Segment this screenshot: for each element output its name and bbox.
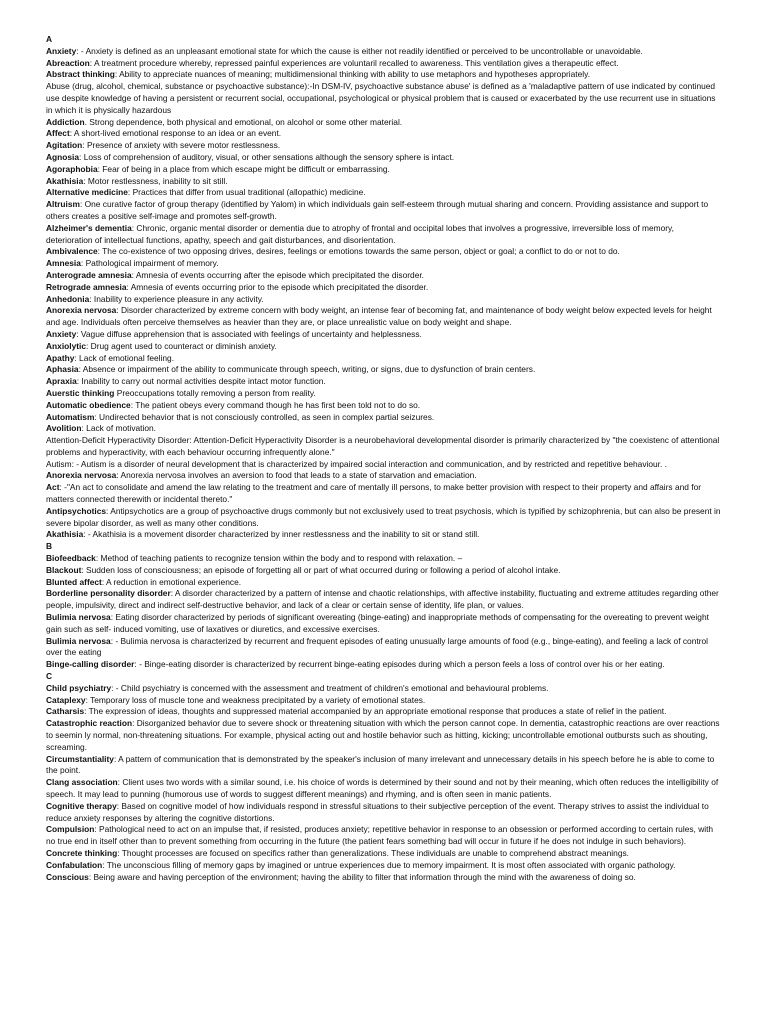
glossary-entry [46,270,722,282]
glossary-definition: : Disorder characterized by extreme concern with body weight, an intense fear of becoming fat, and maintenance of body weight below expected levels for height and age. Individuals often perceive themselves as heavier than they are, or place unrealistic value on body weight and shape. [46,305,712,328]
glossary-term: Avolition [46,423,82,434]
glossary-term: Catharsis [46,706,85,717]
glossary-term: Apathy [46,352,75,363]
glossary-definition: : Method of teaching patients to recognize tension within the body and to respond with relaxation. – [95,553,463,564]
glossary-term: Alternative medicine [46,187,128,198]
glossary-term: Abstract thinking [46,69,115,80]
glossary-definition: : A disorder characterized by a pattern of intense and chaotic relationships, with affective instability, fluctuating and extreme attitudes regarding other people, impulsivity, direct and indirect self-destructive behavior, and lack of a clear or certain sense of identity, life plan, or values. [46,588,719,611]
glossary-entry [46,376,722,388]
glossary-term: Addiction [46,116,85,127]
glossary-definition: Autism: - Autism is a disorder of neural development that is characterized by impaired social interaction and communication, and by restricted and repetitive behaviour. . [46,458,667,469]
glossary-entry [46,801,722,825]
glossary-term: Automatism [46,411,95,422]
glossary-term: Clang association [46,777,118,788]
glossary-term: Agoraphobia [46,163,98,174]
glossary-entry [46,588,722,612]
glossary-entry [46,294,722,306]
glossary-definition: Abuse (drug, alcohol, chemical, substance or psychoactive substance):-In DSM-IV, psychoactive substance abuse' is defined as a 'maladaptive pattern of use indicated by continued use despite knowledge of having a persistent or recurrent social, occupational, psychological or physical problem that is caused or exacerbated by the use recurrent use in situations in which it is physically hazardous [46,81,716,115]
glossary-entry [46,482,722,506]
glossary-entry [46,258,722,270]
glossary-term: Abreaction [46,57,90,68]
glossary-definition: : Client uses two words with a similar sound, i.e. his choice of words is determined by their sound and not by their meaning, which often reduces the intelligibility of speech. It may lead to punning (humorous use of words to suggest different meanings) and rhyming, and is often seen in manic patients. [46,777,719,799]
glossary-entry [46,329,722,341]
glossary-term: Anorexia nervosa [46,470,117,481]
glossary-definition: : - Child psychiatry is concerned with the assessment and treatment of children's emotional and behavioural problems. [111,682,549,693]
glossary-term: Concrete thinking [46,847,118,858]
glossary-entry [46,777,722,801]
glossary-entry [46,683,722,695]
glossary-term: Anorexia nervosa [46,305,117,316]
glossary-entry [46,388,722,400]
glossary-definition: : - Akathisia is a movement disorder characterized by inner restlessness and the inability to sit or stand still. [83,529,480,540]
glossary-entry [46,612,722,636]
glossary-entry [46,223,722,247]
glossary-definition: : Temporary loss of muscle tone and weakness precipitated by a variety of emotional states. [85,694,426,705]
glossary-definition: : -"An act to consolidate and amend the law relating to the treatment and care of mentally ill persons, to make better provision with respect to their property and affairs and for matters connected therewith or incidental thereto." [46,482,702,505]
glossary-entry [46,659,722,671]
glossary-term: Automatic obedience [46,399,131,410]
glossary-term: Altruism [46,199,80,210]
glossary-definition: : A reduction in emotional experience. [101,576,242,587]
glossary-entry [46,199,722,223]
glossary-entry [46,140,722,152]
glossary-definition: : Vague diffuse apprehension that is associated with feelings of uncertainty and helplessness. [76,328,422,339]
glossary-term: Ambivalence [46,246,98,257]
glossary-definition: : The co-existence of two opposing drives, desires, feelings or emotions towards the same person, object or goal; a conflict to do or not to do. [97,246,620,257]
glossary-entry [46,718,722,753]
glossary-term: Akathisia [46,529,84,540]
glossary-term: Conscious [46,871,89,882]
glossary-definition: : Motor restlessness, inability to sit still. [83,175,228,186]
glossary-entry [46,872,722,884]
glossary-term: Auerstic thinking [46,387,115,398]
section-letter-c: C [46,671,53,682]
glossary-entry [46,176,722,188]
glossary-entry [46,695,722,707]
glossary-term: Bulimia nervosa [46,635,111,646]
glossary-term: Agitation [46,140,83,151]
glossary-term: Binge-calling disorder [46,659,135,670]
glossary-term: Akathisia [46,175,84,186]
glossary-definition: : - Anxiety is defined as an unpleasant emotional state for which the cause is either not readily identified or perceived to be uncontrollable or unavoidable. [76,45,643,56]
glossary-term: Act [46,482,60,493]
glossary-term: Amnesia [46,258,81,269]
glossary-term: Child psychiatry [46,682,112,693]
glossary-entry [46,506,722,530]
glossary-entry [46,529,722,541]
glossary-entry [46,848,722,860]
glossary-entry [46,860,722,872]
glossary-entry [46,117,722,129]
glossary-definition: : Fear of being in a place from which escape might be difficult or embarrassing. [97,163,390,174]
glossary-entry [46,46,722,58]
glossary-entry [46,152,722,164]
glossary-definition: : Pathological need to act on an impulse that, if resisted, produces anxiety; repetitive behavior in response to an obsession or performed according to certain rules, with no true end in itself other than to prevent something from occurring in the future (the patient fears something bad will occur in future if he does not indulge in such behaviors). [46,824,714,847]
glossary-entry [46,341,722,353]
glossary-term: Confabulation [46,859,103,870]
glossary-entry [46,553,722,565]
glossary-entry [46,364,722,376]
glossary-term: Blunted affect [46,576,102,587]
glossary-entry [46,58,722,70]
glossary-entry [46,282,722,294]
glossary-term: Anhedonia [46,293,90,304]
glossary-definition: : Disorganized behavior due to severe shock or threatening situation with which the person cannot cope. In dementia, catastrophic reactions are over reactions to seemin ly normal, non-threatening situations. For example, physical acting out and hostile behavior such as hitting, kicking; uncontrollable emotional outbursts such as shouting, screaming. [46,718,720,752]
glossary-definition: : Inability to experience pleasure in any activity. [89,293,264,304]
glossary-term: Anterograde amnesia [46,269,132,280]
glossary-definition: : Lack of emotional feeling. [74,352,175,363]
glossary-definition: : A treatment procedure whereby, repressed painful experiences are voluntaril recalled to awareness. This ventilation gives a therapeutic effect. [89,57,619,68]
glossary-definition: : Chronic, organic mental disorder or dementia due to atrophy of frontal and occipital lobes that involves a progressive, irreversible loss of memory, deterioration of intellectual functions, apathy, speech and gait disturbances, and disorientation. [46,222,674,245]
glossary-definition: : Thought processes are focused on specifics rather than generalizations. These individuals are unable to comprehend abstract meanings. [117,847,630,858]
glossary-term: Agnosia [46,151,80,162]
glossary-definition: : Ability to appreciate nuances of meaning; multidimensional thinking with ability to use metaphors and hypotheses appropriately. [114,69,591,80]
glossary-definition: : Amnesia of events occurring after the episode which precipitated the disorder. [131,269,424,280]
glossary-definition: : Being aware and having perception of the environment; having the ability to filter that information through the mind with the awareness of doing so. [88,871,636,882]
glossary-definition: : Pathological impairment of memory. [80,258,219,269]
glossary-entry [46,400,722,412]
glossary-definition: : Amnesia of events occurring prior to the episode which precipitated the disorder. [126,281,429,292]
glossary-entry [46,246,722,258]
glossary-entry [46,435,722,459]
glossary-entry [46,636,722,660]
section-letter-a: A [46,34,53,44]
glossary-definition: : - Binge-eating disorder is characterized by recurrent binge-eating episodes during which a person feels a loss of control over his or her eating. [134,659,665,670]
glossary-entry [46,459,722,471]
glossary-entry [46,577,722,589]
glossary-term: Apraxia [46,376,77,387]
glossary-definition: : The patient obeys every command though he has first been told not to do so. [130,399,421,410]
glossary-entry [46,412,722,424]
glossary-entry [46,423,722,435]
glossary-term: Biofeedback [46,553,96,564]
glossary-term: Catastrophic reaction [46,718,133,729]
glossary-term: Antipsychotics [46,505,107,516]
glossary-definition: : Based on cognitive model of how individuals respond in stressful situations to their subjective perception of the event. Therapy strives to assist the individual to reduce anxiety responses by altering the cognitive distortions. [46,800,709,823]
glossary-definition: : The expression of ideas, thoughts and suppressed material accompanied by an appropriate emotional response that produces a state of relief in the patient. [84,706,667,717]
glossary-entry [46,128,722,140]
glossary-definition: . Strong dependence, both physical and emotional, on alcohol or some other material. [84,116,403,127]
section-letter-b: B [46,541,53,552]
glossary-term: Compulsion [46,824,95,835]
glossary-entry [46,824,722,848]
glossary-definition: Attention-Deficit Hyperactivity Disorder: Attention-Deficit Hyperactivity Disorder is a neurobehavioral developmental disorder is primarily characterized by "the coexistenc of attentional problems and hyperactivity, with each behaviour occurring infrequently alone." [46,435,720,457]
glossary-entry [46,470,722,482]
glossary-definition: : - Bulimia nervosa is characterized by recurrent and frequent episodes of eating unusually large amounts of food (e.g., binge-eating), and feeling a lack of control over the eating [46,635,708,658]
glossary-entry [46,353,722,365]
glossary-definition: : Loss of comprehension of auditory, visual, or other sensations although the sensory sphere is intact. [79,151,455,162]
glossary-definition: : A pattern of communication that is demonstrated by the speaker's inclusion of many irrelevant and unnecessary details in his speech before he is able to come to the point. [46,753,715,776]
glossary-entry [46,69,722,81]
glossary-entry [46,164,722,176]
glossary-entry [46,305,722,329]
glossary-term: Anxiolytic [46,340,87,351]
glossary-entry [46,565,722,577]
glossary-definition: : Undirected behavior that is not consciously controlled, as seen in complex partial seizures. [94,411,435,422]
glossary-entry [46,754,722,778]
glossary-term: Cataplexy [46,694,86,705]
glossary-definition: : Anorexia nervosa involves an aversion to food that leads to a state of starvation and emaciation. [116,470,477,481]
glossary-term: Affect [46,128,70,139]
glossary-term: Alzheimer's dementia [46,222,132,233]
glossary-definition: : Sudden loss of consciousness; an episode of forgetting all or part of what occurred during or following a period of alcohol intake. [81,564,561,575]
glossary-term: Circumstantiality [46,753,114,764]
glossary-term: Anxiety [46,45,77,56]
glossary-definition: : Eating disorder characterized by periods of significant overeating (binge-eating) and inappropriate methods of compensating for the overeating to prevent weight gain such as self- induced vomiting, use of laxatives or diuretics, and excessive exercises. [46,612,709,634]
glossary-definition: : Drug agent used to counteract or diminish anxiety. [86,340,277,351]
glossary-definition: : The unconscious filling of memory gaps by imagined or untrue experiences due to memory impairment. It is most often associated with organic pathology. [102,859,676,870]
glossary-document [46,34,722,883]
glossary-term: Bulimia nervosa [46,612,111,623]
glossary-definition: : Inability to carry out normal activities despite intact motor function. [76,376,326,387]
glossary-definition: : Absence or impairment of the ability to communicate through speech, writing, or signs, due to dysfunction of brain centers. [78,364,536,375]
glossary-definition: Preoccupations totally removing a person from reality. [114,387,316,398]
glossary-entry [46,706,722,718]
glossary-definition: : Antipsychotics are a group of psychoactive drugs commonly but not exclusively used to treat psychosis, which is typified by schizophrenia, but can also be present in severe bipolar disorder, as well as many other conditions. [46,505,721,528]
glossary-entry [46,81,722,116]
glossary-definition: : Practices that differ from usual traditional (allopathic) medicine. [127,187,366,198]
glossary-definition: : Lack of motivation. [81,423,156,434]
glossary-term: Retrograde amnesia [46,281,127,292]
glossary-definition: : A short-lived emotional response to an idea or an event. [69,128,282,139]
glossary-term: Cognitive therapy [46,800,117,811]
glossary-entry [46,187,722,199]
glossary-definition: : Presence of anxiety with severe motor restlessness. [82,140,281,151]
glossary-term: Borderline personality disorder [46,588,171,599]
glossary-term: Blackout [46,564,82,575]
glossary-term: Anxiety [46,328,77,339]
glossary-term: Aphasia [46,364,79,375]
glossary-definition: : One curative factor of group therapy (identified by Yalom) in which individuals gain self-esteem through mutual sharing and concern. Providing assistance and support to others creates a positive self-image and promotes self-growth. [46,199,709,221]
